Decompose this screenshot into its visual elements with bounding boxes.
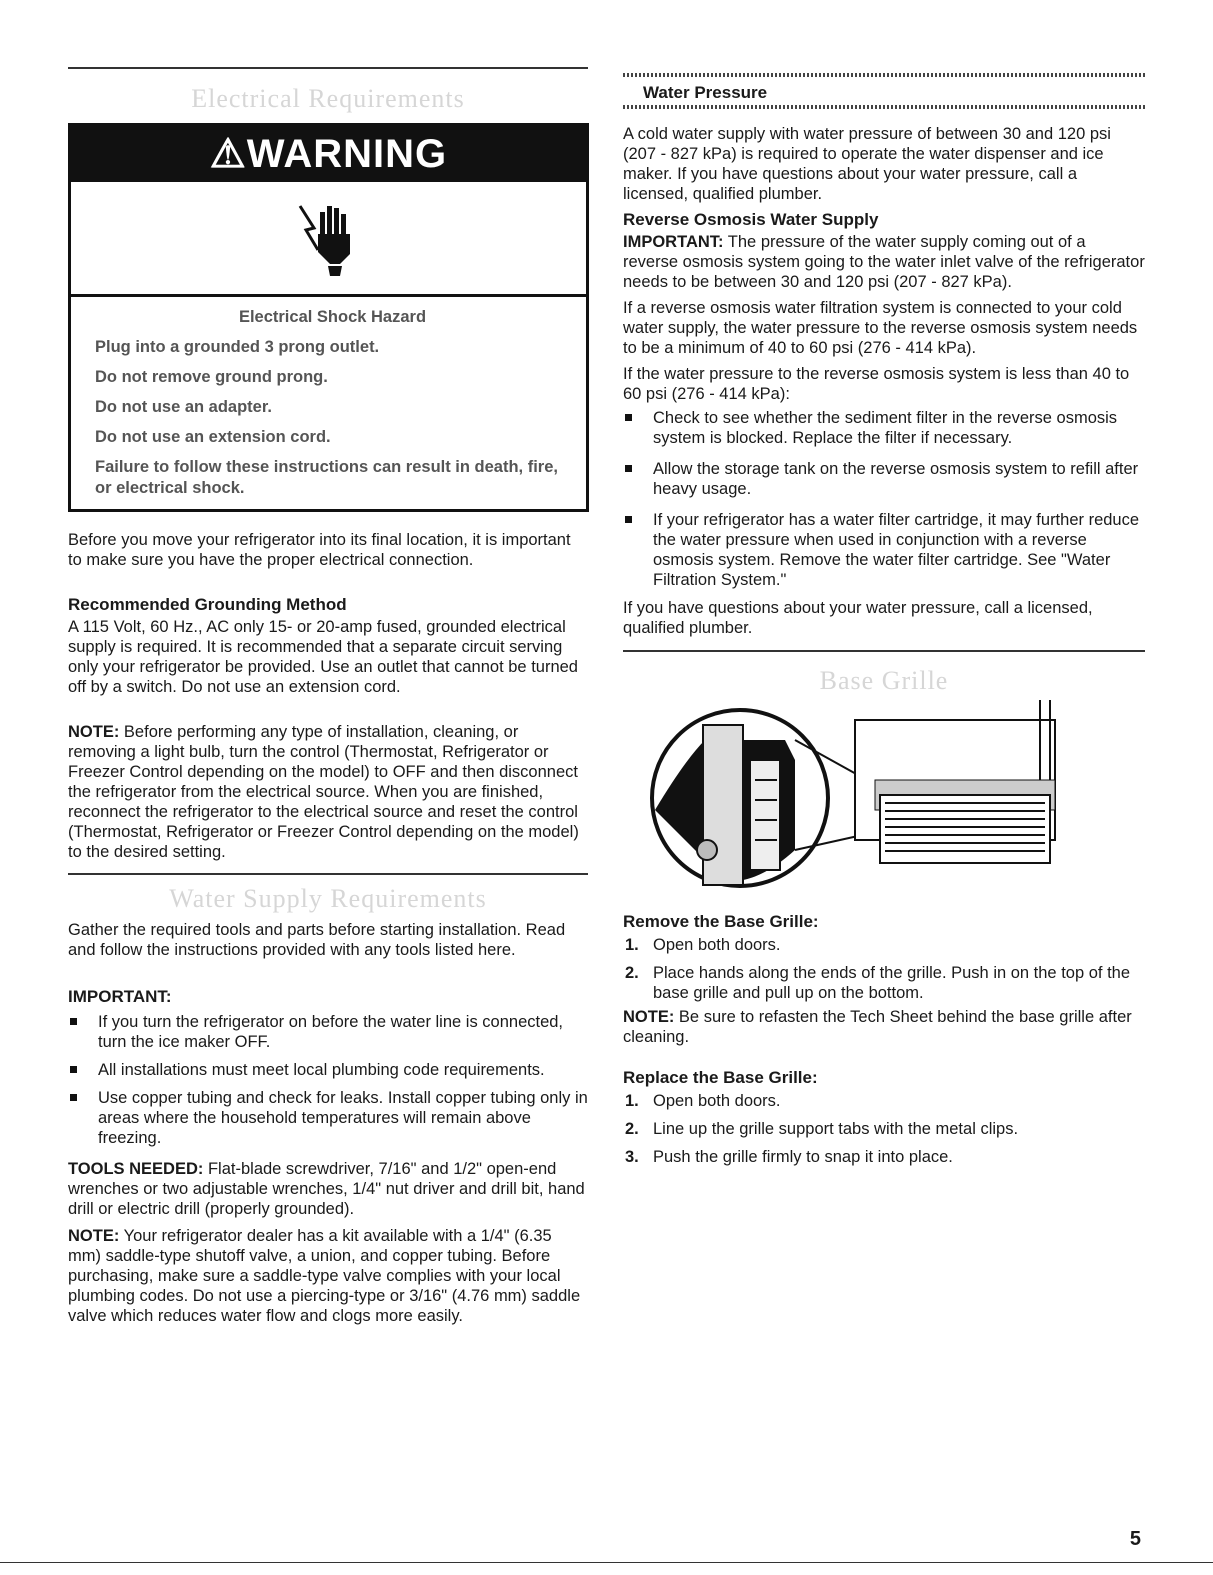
list-item: 2. Place hands along the ends of the grille. Push in on the top of the base grille and pull up on the bottom. xyxy=(625,964,1131,1002)
hazard-line: Do not use an extension cord. xyxy=(95,428,331,446)
hazard-title: Electrical Shock Hazard xyxy=(238,308,427,326)
ro-important: IMPORTANT: The pressure of the water supply coming out of a reverse osmosis system going to the water inlet valve of the refrigerator needs to be between 30 and 120 psi (207 - 827 kPa). xyxy=(623,233,1145,291)
hazard-line: Do not remove ground prong. xyxy=(95,368,328,386)
list-item: If you turn the refrigerator on before the water line is connected, turn the ice maker OFF. xyxy=(68,1012,588,1052)
base-grille-title: Base Grille xyxy=(819,666,949,695)
ro-heading: Reverse Osmosis Water Supply xyxy=(623,210,879,229)
list-item: Use copper tubing and check for leaks. Install copper tubing only in areas where the household temperatures will remain above freezing. xyxy=(68,1088,588,1148)
water-supply-title: Water Supply Requirements xyxy=(169,884,487,913)
ro-bullets xyxy=(623,408,1145,598)
replace-steps xyxy=(623,1091,1145,1175)
remove-grille-heading: Remove the Base Grille: xyxy=(623,912,819,931)
section-rule xyxy=(623,650,1145,652)
section-rule xyxy=(68,873,588,875)
list-item: All installations must meet local plumbing code requirements. xyxy=(68,1060,588,1080)
ro-para-2: If the water pressure to the reverse osmosis system is less than 40 to 60 psi (276 - 414 kPa): xyxy=(623,365,1130,403)
grounding-heading: Recommended Grounding Method xyxy=(68,595,347,614)
page-number: 5 xyxy=(1129,1528,1141,1550)
grounding-text: A 115 Volt, 60 Hz., AC only 15- or 20-amp fused, grounded electrical supply is required. It is recommended that a separate circuit serving only your refrigerator be provided. Use an outlet that cannot be turned off by a switch. Do not use an extension cord. xyxy=(68,618,578,696)
water-supply-intro: Gather the required tools and parts before starting installation. Read and follow the instructions provided with any tools listed here. xyxy=(68,921,566,959)
list-item: 1. Open both doors. xyxy=(625,936,781,954)
water-pressure-intro: A cold water supply with water pressure of between 30 and 120 psi (207 - 827 kPa) is required to operate the water dispenser and ice maker. If you have questions about your water pressure, call a licensed, qualified plumber. xyxy=(623,125,1111,203)
water-supply-note: NOTE: Your refrigerator dealer has a kit available with a 1/4" (6.35 mm) saddle-type shutoff valve, a union, and copper tubing. Before purchasing, make sure a saddle-type valve complies with your local plumbing codes. Do not use a piercing-type or 3/16" (4.76 mm) saddle valve which reduces water flow and clogs more easily. xyxy=(68,1227,581,1325)
list-item: Check to see whether the sediment filter in the reverse osmosis system is blocked. Replace the filter if necessary. xyxy=(623,408,1145,448)
replace-grille-heading: Replace the Base Grille: xyxy=(623,1068,818,1087)
tools-needed: TOOLS NEEDED: Flat-blade screwdriver, 7/16" and 1/2" open-end wrenches or two adjustable wrenches, 1/4" nut driver and drill bit, hand drill or electric drill (properly grounded). xyxy=(68,1160,585,1218)
list-item: Allow the storage tank on the reverse osmosis system to refill after heavy usage. xyxy=(623,459,1145,499)
warning-box xyxy=(68,123,589,512)
electric-shock-hand-icon xyxy=(294,198,364,278)
important-heading: IMPORTANT: xyxy=(68,987,172,1006)
hazard-line: Do not use an adapter. xyxy=(95,398,272,416)
base-grille-illustration xyxy=(645,700,1065,890)
section-rule xyxy=(68,67,588,69)
warning-header: ⚠WARNING xyxy=(71,126,586,182)
hazard-line: Failure to follow these instructions can result in death, fire, or electrical shock. xyxy=(95,458,558,497)
electrical-note: NOTE: Before performing any type of installation, cleaning, or removing a light bulb, turn the control (Thermostat, Refrigerator or Freezer Control depending on the model) to OFF and then disconnect the refrigerator from the electrical source. When you are finished, reconnect the refrigerator to the electrical source and reset the control (Thermostat, Refrigerator or Freezer Control depending on the model) to the desired setting. xyxy=(68,723,579,861)
list-item: 2. Line up the grille support tabs with the metal clips. xyxy=(625,1120,1019,1138)
remove-steps xyxy=(623,935,1145,1011)
list-item: If your refrigerator has a water filter cartridge, it may further reduce the water pressure when used in conjunction with a reverse osmosis system. Remove the water filter cartridge. See "Water Filtration System." xyxy=(623,510,1145,590)
dotted-rule xyxy=(623,73,1145,77)
list-item: 3. Push the grille firmly to snap it into place. xyxy=(625,1148,953,1166)
water-pressure-heading: Water Pressure xyxy=(643,83,768,102)
ro-para-1: If a reverse osmosis water filtration system is connected to your cold water supply, the water pressure to the reverse osmosis system needs to be a minimum of 40 to 60 psi (276 - 414 kPa). xyxy=(623,299,1138,357)
water-supply-bullets xyxy=(68,1012,588,1156)
grille-note: NOTE: Be sure to refasten the Tech Sheet behind the base grille after cleaning. xyxy=(623,1008,1132,1046)
hazard-line: Plug into a grounded 3 prong outlet. xyxy=(95,338,380,356)
footer-rule xyxy=(0,1562,1213,1563)
electrical-title: Electrical Requirements xyxy=(191,84,465,113)
list-item: 1. Open both doors. xyxy=(625,1092,781,1110)
dotted-rule xyxy=(623,105,1145,109)
electrical-intro: Before you move your refrigerator into its final location, it is important to make sure you have the proper electrical connection. xyxy=(68,531,571,569)
water-pressure-closing: If you have questions about your water pressure, call a licensed, qualified plumber. xyxy=(623,599,1093,637)
